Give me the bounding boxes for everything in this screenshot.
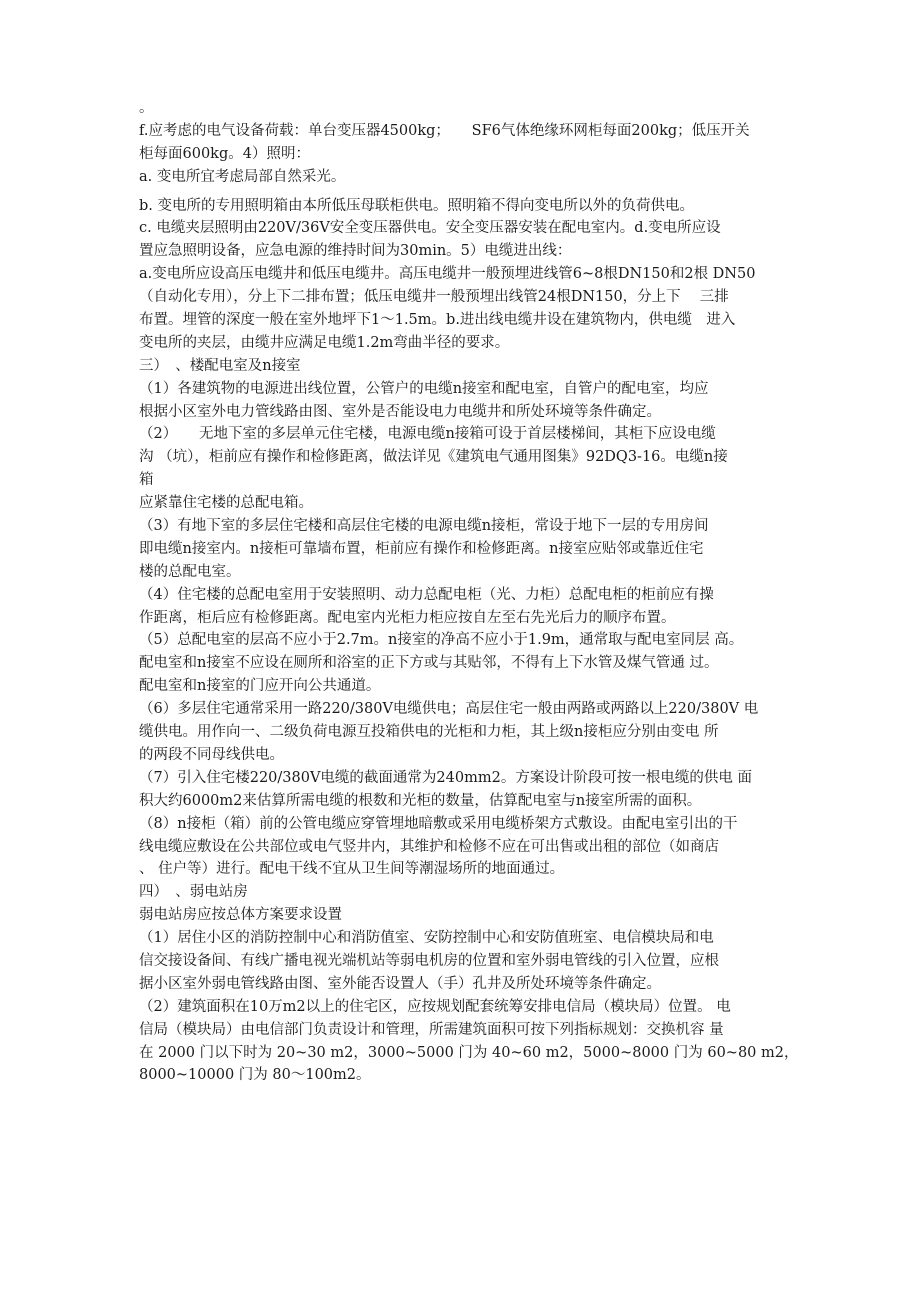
text-line: 四） 、弱电站房	[139, 884, 248, 901]
text-line: 变电所的夹层，由缆井应满足电缆1.2m弯曲半径的要求。	[139, 334, 510, 351]
text-line: 积大约6000m2来估算所需电缆的根数和光柜的数量，估算配电室与n接室所需的面积。	[139, 792, 702, 809]
text-line: 沟 （坑），柜前应有操作和检修距离，做法详见《建筑电气通用图集》92DQ3-16。电缆n接	[139, 449, 728, 466]
text-line: 作距离，柜后应有检修距离。配电室内光柜力柜应按自左至右先光后力的顺序布置。	[139, 609, 676, 626]
text-line: 三） 、楼配电室及n接室	[139, 357, 301, 374]
text-line: a.变电所应设高压电缆井和低压电缆井。高压电缆井一般预埋进线管6~8根DN150和2根 DN50	[139, 266, 756, 283]
text-line: （自动化专用），分上下二排布置；低压电缆井一般预埋出线管24根DN150，分上下 三排	[139, 289, 729, 306]
text-line: c. 电缆夹层照明由220V/36V安全变压器供电。安全变压器安装在配电室内。d.变电所应设	[139, 220, 721, 237]
text-line: （1）各建筑物的电源进出线位置，公管户的电缆n接室和配电室，自管户的配电室，均应	[139, 380, 709, 397]
text-line: 信局（模块局）由电信部门负责设计和管理，所需建筑面积可按下列指标规划：交换机容 量	[139, 1021, 724, 1038]
text-line: （1）居住小区的消防控制中心和消防值室、安防控制中心和安防值班室、电信模块局和电	[139, 930, 714, 947]
text-line: 柜每面600kg。4）照明：	[139, 145, 310, 162]
text-line: 即电缆n接室内。n接柜可靠墙布置，柜前应有操作和检修距离。n接室应贴邻或靠近住宅	[139, 540, 704, 557]
text-line: f.应考虑的电气设备荷载：单台变压器4500kg； SF6气体绝缘环网柜每面200kg；低压开关	[139, 122, 750, 139]
text-line: 在 2000 门以下时为 20~30 m2，3000~5000 门为 40~60 m2，5000~8000 门为 60~80 m2，	[139, 1044, 799, 1061]
text-line: （7）引入住宅楼220/380V电缆的截面通常为240mm2。方案设计阶段可按一根电缆的供电 面	[139, 769, 752, 786]
text-line: 箱	[139, 472, 154, 489]
text-line: 信交接设备间、有线广播电视光端机站等弱电机房的位置和室外弱电管线的引入位置，应根	[139, 952, 719, 969]
text-line: b. 变电所的专用照明箱由本所低压母联柜供电。照明箱不得向变电所以外的负荷供电。	[139, 197, 694, 214]
text-line: 配电室和n接室不应设在厕所和浴室的正下方或与其贴邻，不得有上下水管及煤气管通 过。	[139, 655, 719, 672]
text-line: 、 住户等）进行。配电干线不宜从卫生间等潮湿场所的地面通过。	[139, 861, 565, 878]
text-line: 配电室和n接室的门应开向公共通道。	[139, 678, 381, 695]
text-line: （2）建筑面积在10万m2以上的住宅区，应按规划配套统筹安排电信局（模块局）位置。 电	[139, 998, 731, 1015]
text-line: 布置。埋管的深度一般在室外地坪下1～1.5m。b.进出线电缆井设在建筑物内，供电缆 进入	[139, 312, 736, 329]
text-line: 楼的总配电室。	[139, 563, 241, 580]
text-line: a. 变电所宜考虑局部自然采光。	[139, 168, 346, 185]
text-line: 应紧靠住宅楼的总配电箱。	[139, 495, 313, 512]
text-line: 的两段不同母线供电。	[139, 746, 284, 763]
text-line: （3）有地下室的多层住宅楼和高层住宅楼的电源电缆n接柜，常设于地下一层的专用房间	[139, 518, 709, 535]
text-line: 根据小区室外电力管线路由图、室外是否能设电力电缆井和所处环境等条件确定。	[139, 403, 661, 420]
text-line: 线电缆应敷设在公共部位或电气竖井内，其维护和检修不应在可出售或出租的部位（如商店	[139, 838, 719, 855]
text-line: （5）总配电室的层高不应小于2.7m。n接室的净高不应小于1.9m，通常取与配电室同层 高。	[139, 632, 744, 649]
document-body	[139, 97, 799, 1087]
text-line: 。	[139, 100, 154, 116]
text-line: 据小区室外弱电管线路由图、室外能否设置人（手）孔井及所处环境等条件确定。	[139, 975, 661, 992]
text-line: 8000~10000 门为 80～100m2。	[139, 1067, 371, 1084]
text-line: 缆供电。用作向一、二级负荷电源互投箱供电的光柜和力柜，其上级n接柜应分别由变电 所	[139, 724, 719, 741]
text-line: （4）住宅楼的总配电室用于安装照明、动力总配电柜（光、力柜）总配电柜的柜前应有操	[139, 586, 714, 603]
text-line: （2） 无地下室的多层单元住宅楼，电源电缆n接箱可设于首层楼梯间，其柜下应设电缆	[139, 426, 716, 443]
text-line: 置应急照明设备，应急电源的维持时间为30min。5）电缆进出线：	[139, 243, 572, 260]
text-line: （6）多层住宅通常采用一路220/380V电缆供电；高层住宅一般由两路或两路以上220/380V 电	[139, 701, 759, 718]
text-line: （8）n接柜（箱）前的公管电缆应穿管埋地暗敷或采用电缆桥架方式敷设。由配电室引出的干	[139, 815, 738, 832]
text-line: 弱电站房应按总体方案要求设置	[139, 907, 342, 924]
